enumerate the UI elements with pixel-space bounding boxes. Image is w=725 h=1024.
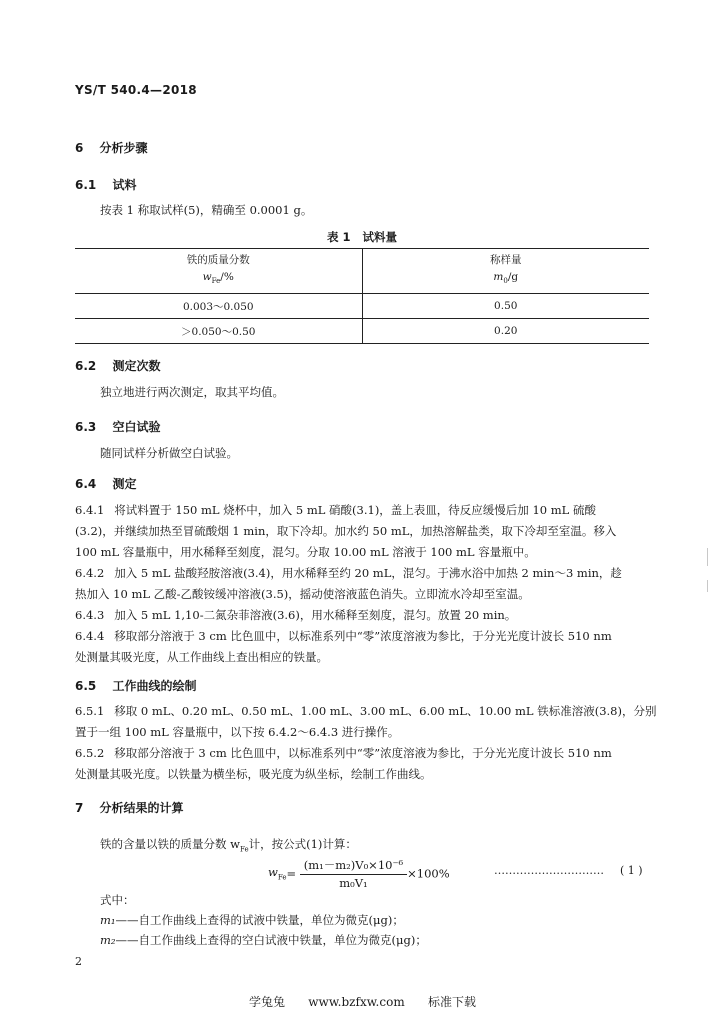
header-sample-mass-symbol: $m_0/g$ xyxy=(493,270,519,286)
where-label: 式中： xyxy=(100,893,135,907)
section-7-intro: 铁的含量以铁的质量分数 $w_{Fe}$计，按公式(1)计算： xyxy=(100,837,357,854)
paragraph-6-5-1: 6.5.1 移取 0 mL、0.20 mL、0.50 mL、1.00 mL、3.00 mL、6.00 mL、10.00 mL 铁标准溶液(3.8)，分别 置于一组 100 mL 容量瓶中，以下按 6.4.2～6.4.3 进行操作。 xyxy=(75,704,657,739)
formula-numerator: (m₁－m₂)V₀×10⁻⁶ xyxy=(300,857,407,875)
paragraph-6-4-2: 6.4.2 加入 5 mL 盐酸羟胺溶液(3.4)，用水稀释至约 20 mL，混匀。于沸水浴中加热 2 min～3 min，趁 热加入 10 mL 乙酸-乙酸铵缓冲溶液(3.5)，摇动使溶液蓝色消失。立即流水冷却至室温。 xyxy=(75,566,622,601)
section-7-number: 7 xyxy=(75,801,84,815)
section-6-2-text: 独立地进行两次测定，取其平均值。 xyxy=(100,385,284,399)
section-6-4-title: 测定 xyxy=(112,477,137,491)
section-6-number: 6 xyxy=(75,141,84,155)
sample-mass-table xyxy=(75,248,649,344)
table-cell-range: ＞0.050～0.50 xyxy=(75,319,362,344)
section-6-5-number: 6.5 xyxy=(75,679,97,693)
section-6-1-heading xyxy=(75,176,136,193)
formula-tail: ×100% xyxy=(407,866,450,881)
table-header-iron-fraction xyxy=(75,249,362,294)
table-row xyxy=(75,294,649,319)
formula-1: $w_{Fe}=$ $\frac{\text{(m₁－m₂)V₀×10⁻⁶}}{\text{m₀V₁}}$ ×100% xyxy=(268,858,450,890)
header-sample-mass-label: 称样量 xyxy=(490,253,522,266)
clause-number: 6.4.1 xyxy=(75,503,105,517)
definition-m2: m₂——自工作曲线上查得的空白试液中铁量，单位为微克(μg)； xyxy=(100,933,427,947)
footer-watermark: 学兔兔 www.bzfxw.com 标准下载 xyxy=(249,995,476,1009)
section-6-2-heading xyxy=(75,357,160,374)
clause-number: 6.4.3 xyxy=(75,608,105,622)
table-cell-mass: 0.50 xyxy=(362,294,649,319)
definition-m1: m₁——自工作曲线上查得的试液中铁量，单位为微克(μg)； xyxy=(100,913,404,927)
header-iron-fraction-label: 铁的质量分数 xyxy=(186,253,250,266)
section-6-3-number: 6.3 xyxy=(75,420,97,434)
table-1-caption: 表 1 试料量 xyxy=(326,230,398,244)
section-6-3-title: 空白试验 xyxy=(112,420,161,434)
formula-fraction xyxy=(300,857,407,890)
table-header-sample-mass xyxy=(362,249,649,294)
paragraph-6-4-1: 6.4.1 将试料置于 150 mL 烧杯中，加入 5 mL 硝酸(3.1)，盖上表皿，待反应缓慢后加 10 mL 硫酸 (3.2)，并继续加热至冒硫酸烟 1 min，取下冷却。加水约 50 mL，加热溶解盐类，取下冷却至室温。移入 100 mL 容量瓶中，用水稀释至刻度，混匀。分取 10.00 mL 溶液于 100 mL 容量瓶中。 xyxy=(75,503,617,559)
section-6-2-number: 6.2 xyxy=(75,359,97,373)
section-6-5-heading xyxy=(75,677,196,694)
section-6-5-title: 工作曲线的绘制 xyxy=(112,679,197,693)
formula-number: ( 1 ) xyxy=(620,864,643,877)
formula-lhs: $w_{Fe}$ xyxy=(268,865,287,882)
standard-code: YS/T 540.4—2018 xyxy=(75,83,197,97)
section-6-1-title: 试料 xyxy=(112,178,137,192)
table-cell-range: 0.003～0.050 xyxy=(75,294,362,319)
page-number: 2 xyxy=(75,955,82,968)
table-cell-mass: 0.20 xyxy=(362,319,649,344)
scan-mark xyxy=(707,580,708,592)
table-header-row xyxy=(75,249,649,294)
section-6-1-text: 按表 1 称取试样(5)，精确至 0.0001 g。 xyxy=(100,203,313,217)
section-6-title: 分析步骤 xyxy=(99,141,148,155)
section-7-title: 分析结果的计算 xyxy=(99,801,184,815)
section-6-4-number: 6.4 xyxy=(75,477,97,491)
section-6-heading xyxy=(75,139,148,156)
clause-number: 6.5.1 xyxy=(75,704,105,718)
paragraph-6-4-4: 6.4.4 移取部分溶液于 3 cm 比色皿中，以标准系列中“零”浓度溶液为参比，于分光光度计波长 510 nm 处测量其吸光度，从工作曲线上查出相应的铁量。 xyxy=(75,629,612,664)
table-row xyxy=(75,319,649,344)
section-6-1-number: 6.1 xyxy=(75,178,97,192)
formula-leader: ………………………… xyxy=(494,864,604,877)
section-6-3-text: 随同试样分析做空白试验。 xyxy=(100,446,238,460)
section-7-heading xyxy=(75,799,184,816)
clause-number: 6.5.2 xyxy=(75,746,105,760)
section-6-4-heading xyxy=(75,475,136,492)
formula-denominator: m₀V₁ xyxy=(339,876,368,890)
paragraph-6-4-3: 6.4.3 加入 5 mL 1,10-二氮杂菲溶液(3.6)，用水稀释至刻度，混匀。放置 20 min。 xyxy=(75,608,517,622)
clause-number: 6.4.2 xyxy=(75,566,105,580)
paragraph-6-5-2: 6.5.2 移取部分溶液于 3 cm 比色皿中，以标准系列中“零”浓度溶液为参比，于分光光度计波长 510 nm 处测量其吸光度。以铁量为横坐标，吸光度为纵坐标，绘制工作曲线。 xyxy=(75,746,612,781)
section-6-3-heading xyxy=(75,418,160,435)
header-iron-fraction-symbol: $w_{Fe}/\%$ xyxy=(202,270,234,286)
section-6-2-title: 测定次数 xyxy=(112,359,161,373)
scan-mark xyxy=(707,548,708,566)
clause-number: 6.4.4 xyxy=(75,629,105,643)
